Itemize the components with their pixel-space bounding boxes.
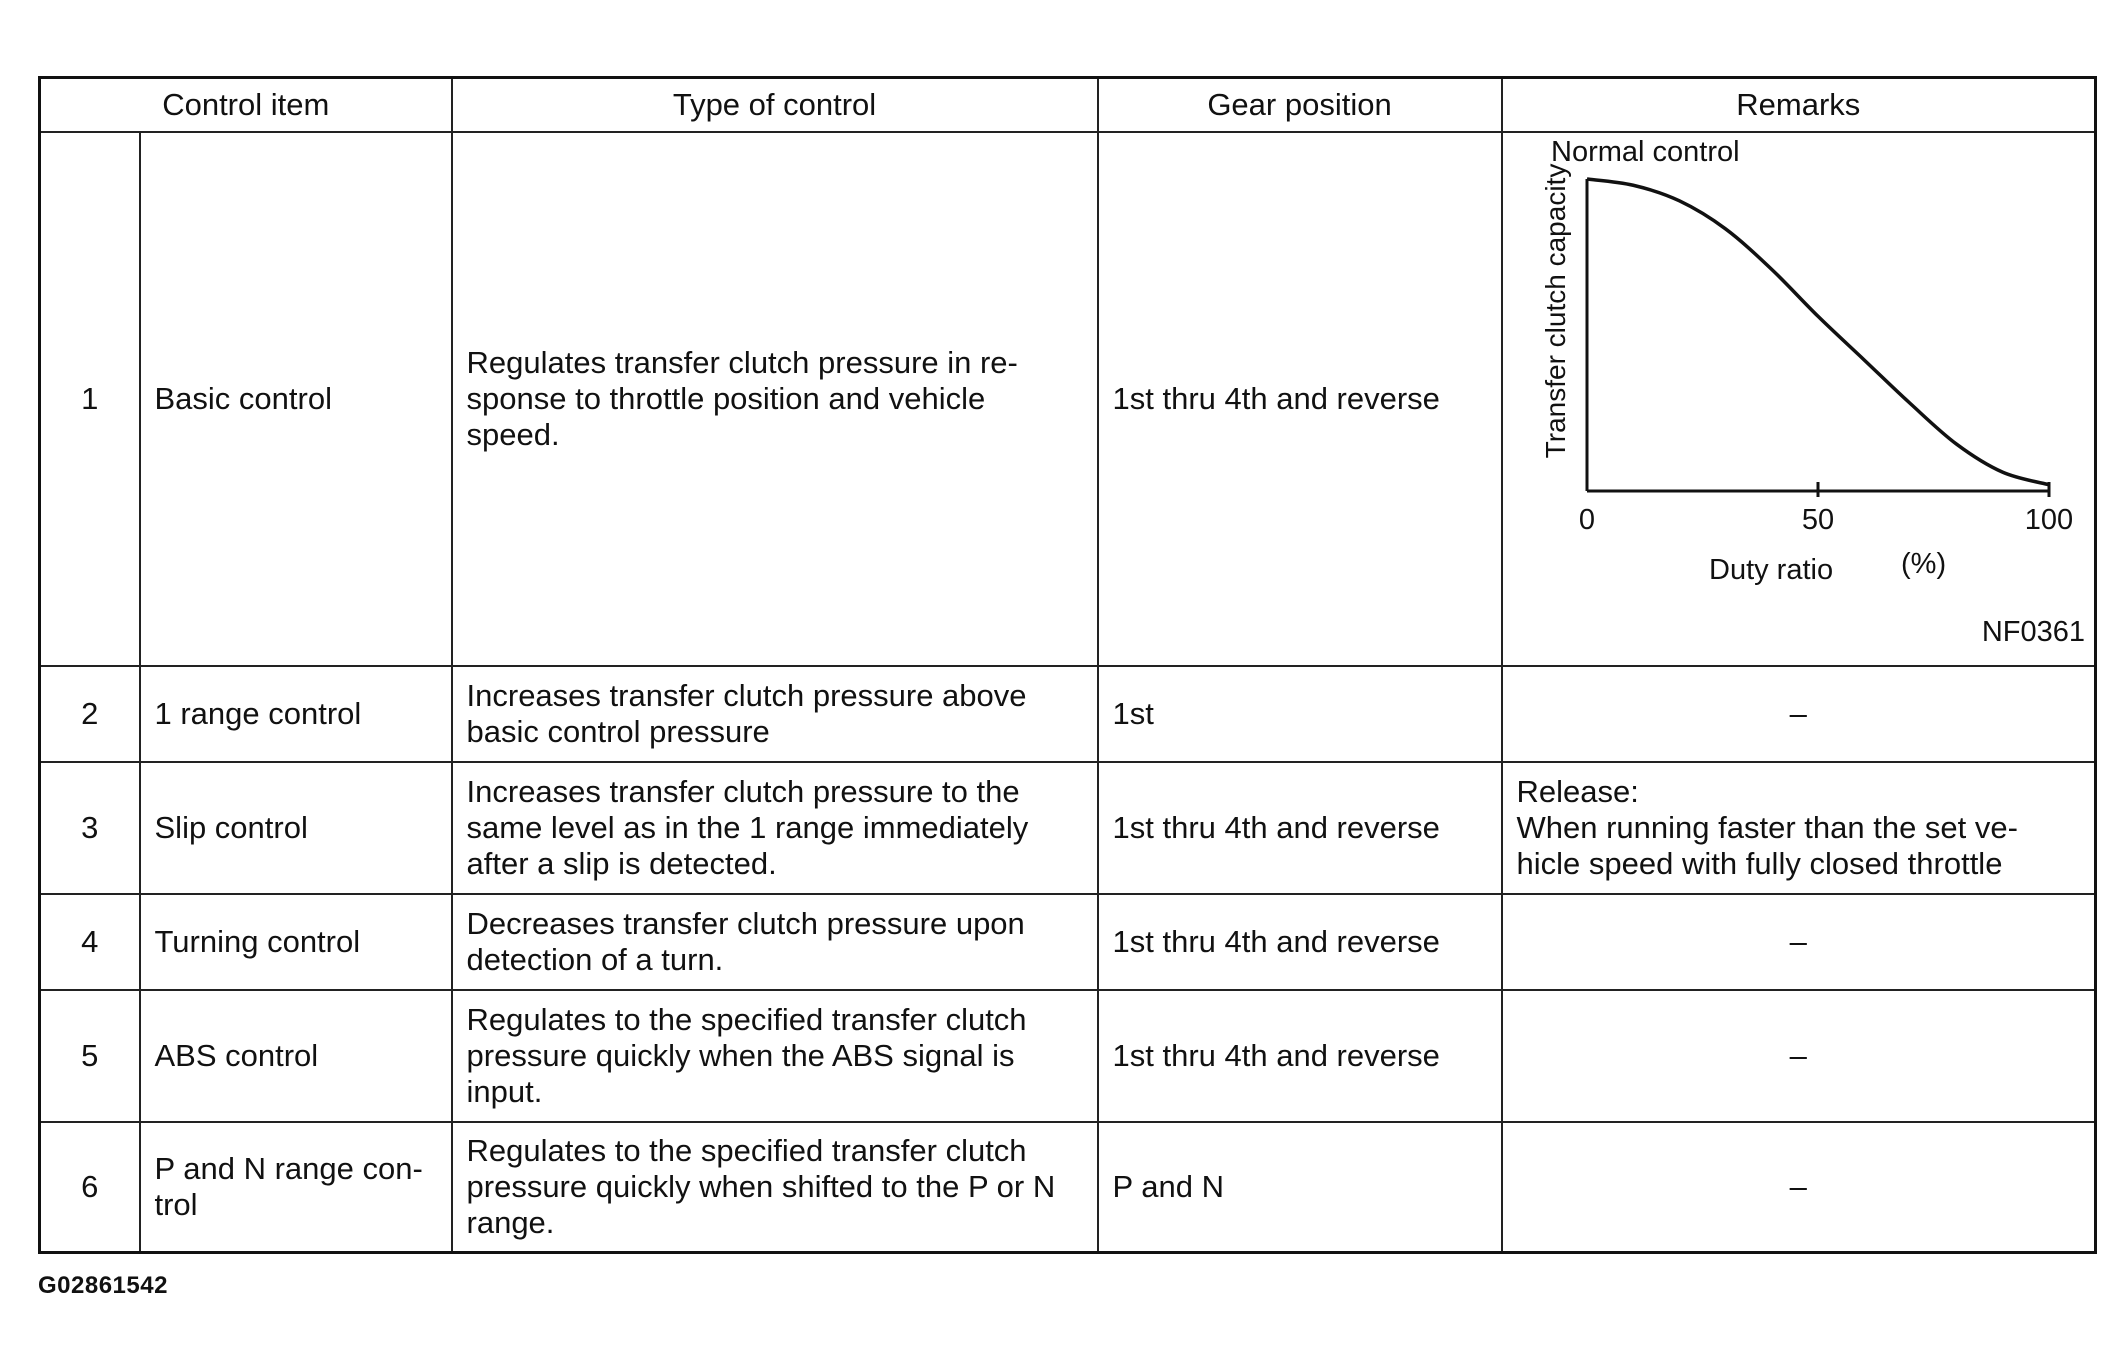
x-tick-label: 100 [2024,504,2073,536]
control-item-cell: P and N range con-trol [140,1122,452,1252]
control-item-cell: Turning control [140,894,452,990]
type-of-control-cell: Increases transfer clutch pressure to the same level as in the 1 range immediately after a slip is detected. [452,762,1098,894]
remarks-release-label: Release: [1516,774,1639,809]
chart-x-axis-label: Duty ratio [1708,554,1833,586]
row-number: 1 [40,132,140,666]
table-row [40,1122,2096,1252]
header-control-item: Control item [40,78,452,133]
chart-x-axis-unit: (%) [1900,548,1946,580]
control-item-cell: Slip control [140,762,452,894]
type-of-control-cell: Regulates to the specified transfer clutch pressure quickly when the ABS signal is input. [452,990,1098,1122]
control-item-cell: 1 range control [140,666,452,762]
remarks-cell: – [1502,666,2096,762]
gear-position-cell: 1st thru 4th and reverse [1098,894,1502,990]
gear-position-cell: 1st [1098,666,1502,762]
chart-title: Normal control [1550,136,1740,168]
x-tick-label: 0 [1578,504,1595,536]
type-of-control-cell: Regulates to the specified transfer clutch pressure quickly when shifted to the P or N range. [452,1122,1098,1252]
header-row [40,78,2096,133]
row-number: 4 [40,894,140,990]
figure-code: NF0361 [1981,616,2085,648]
row-number: 2 [40,666,140,762]
duty-ratio-chart [1503,133,2097,663]
gear-position-cell: P and N [1098,1122,1502,1252]
header-gear-position: Gear position [1098,78,1502,133]
control-item-cell: ABS control [140,990,452,1122]
remarks-cell: – [1502,894,2096,990]
table-row [40,132,2096,666]
remarks-cell: – [1502,990,2096,1122]
row-number: 3 [40,762,140,894]
control-item-cell: Basic control [140,132,452,666]
remarks-cell: – [1502,1122,2096,1252]
control-table [38,76,2097,1254]
header-remarks: Remarks [1502,78,2096,133]
table-row [40,762,2096,894]
x-tick-label: 50 [1801,504,1834,536]
remarks-release-text: When running faster than the set ve-hicle speed with fully closed throttle [1516,810,2018,881]
chart-y-axis-label: Transfer clutch capacity [1539,163,1571,459]
header-type-of-control: Type of control [452,78,1098,133]
remarks-chart-cell [1502,132,2096,666]
row-number: 5 [40,990,140,1122]
gear-position-cell: 1st thru 4th and reverse [1098,762,1502,894]
gear-position-cell: 1st thru 4th and reverse [1098,132,1502,666]
type-of-control-cell: Regulates transfer clutch pressure in re-sponse to throttle position and vehicle speed. [452,132,1098,666]
document-code: G02861542 [38,1272,168,1299]
table-row [40,894,2096,990]
row-number: 6 [40,1122,140,1252]
type-of-control-cell: Decreases transfer clutch pressure upon detection of a turn. [452,894,1098,990]
table-row [40,990,2096,1122]
remarks-cell [1502,762,2096,894]
gear-position-cell: 1st thru 4th and reverse [1098,990,1502,1122]
table-row [40,666,2096,762]
chart-series-line [1587,179,2049,485]
type-of-control-cell: Increases transfer clutch pressure above basic control pressure [452,666,1098,762]
